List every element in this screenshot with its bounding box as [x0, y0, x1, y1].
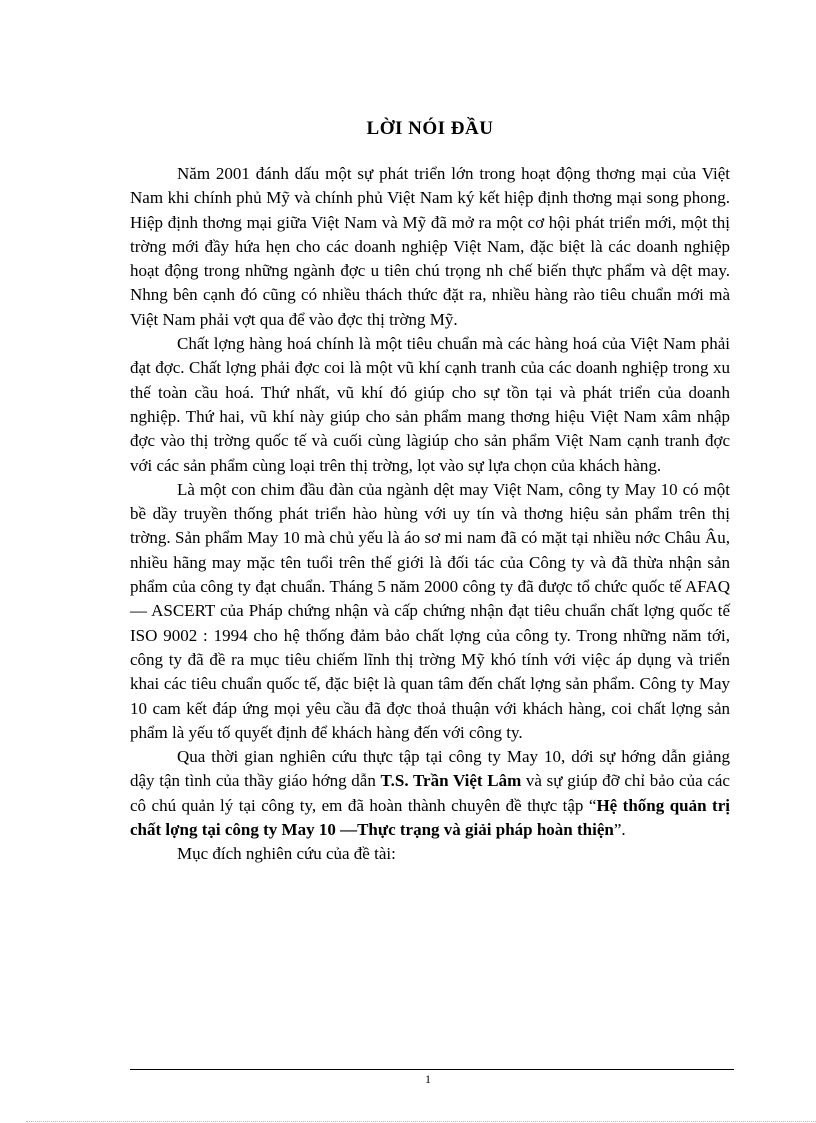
page-number: 1 — [425, 1072, 431, 1086]
thesis-topic: Hệ thống quản trị chất lợng tại công ty May 10 —Thực trạng và giải pháp hoàn thiện — [130, 795, 730, 840]
page-bottom-border — [26, 1121, 816, 1122]
paragraph-4-text-a: Qua thời gian nghiên cứu thực tập tại công ty May 10, dới sự hớng dẫn giảng dậy tận tình của thầy giáo hớng dẫn — [130, 747, 730, 791]
paragraph-1: Năm 2001 đánh dấu một sự phát triển lớn trong hoạt động thơng mại của Việt Nam khi chính phủ Mỹ và chính phủ Việt Nam ký kết hiệp định thơng mại song phong. Hiệp định thơng mại giữa Việt Nam và Mỹ đã mở ra một cơ hội phát triển mới, một thị trờng mới đầy hứa hẹn cho các doanh nghiệp Việt Nam, đặc biệt là các doanh nghiệp hoạt động trong những ngành đợc u tiên chú trọng nh chế biến thực phẩm và dệt may. Nhng bên cạnh đó cũng có nhiều thách thức đặt ra, nhiều hàng rào tiêu chuẩn mới mà Việt Nam phải vợt qua để vào đợc thị trờng Mỹ. — [130, 164, 730, 329]
paragraph-5: Mục đích nghiên cứu của đề tài: — [177, 844, 396, 864]
paragraph-3: Là một con chim đầu đàn của ngành dệt may Việt Nam, công ty May 10 có một bề dầy truyền thống phát triển hào hùng với uy tín và thơng hiệu sản phẩm trên thị trờng. Sản phẩm May 10 mà chủ yếu là áo sơ mi nam đã có mặt tại nhiều nớc Châu Âu, nhiều hãng may mặc tên tuổi trên thế giới là đối tác của Công ty và đã thừa nhận sản phẩm của công ty đạt chuẩn. Tháng 5 năm 2000 công ty đã được tổ chức quốc tế AFAQ — ASCERT của Pháp chứng nhận và cấp chứng nhận đạt tiêu chuẩn chất lợng quốc tế ISO 9002 : 1994 cho hệ thống đảm bảo chất lợng của công ty. Trong những năm tới, công ty đã đề ra mục tiêu chiếm lĩnh thị trờng Mỹ khó tính với việc áp dụng và triển khai các tiêu chuẩn quốc tế, đặc biệt là quan tâm đến chất lợng sản phẩm. Công ty May 10 cam kết đáp ứng mọi yêu cầu đã đợc thoả thuận với khách hàng, coi chất lợng sản phẩm là yếu tố quyết định để khách hàng đến với công ty. — [130, 479, 730, 742]
page-title: LỜI NÓI ĐẦU — [366, 118, 494, 139]
teacher-name: T.S. Trần Việt Lâm — [380, 771, 522, 791]
paragraph-4-text-b: và sự giúp đỡ chỉ bảo của các cô chú quản lý tại công ty, em đã hoàn thành chuyên đề thực tập “ — [130, 771, 730, 815]
document-body — [130, 162, 730, 867]
footer-divider — [130, 1069, 734, 1070]
paragraph-4 — [130, 745, 730, 842]
paragraph-4-text-c: ”. — [613, 820, 626, 840]
paragraph-2: Chất lợng hàng hoá chính là một tiêu chuẩn mà các hàng hoá của Việt Nam phải đạt đợc. Chất lợng phải đợc coi là một vũ khí cạnh tranh của các doanh nghiệp trong xu thế toàn cầu hoá. Thứ nhất, vũ khí đó giúp cho sự tồn tại và phát triển của doanh nghiệp. Thứ hai, vũ khí này giúp cho sản phẩm mang thơng hiệu Việt Nam xâm nhập đợc vào thị trờng quốc tế và cuối cùng làgiúp cho sản phẩm Việt Nam cạnh tranh đợc với các sản phẩm cùng loại trên thị trờng, lọt vào sự lựa chọn của khách hàng. — [130, 334, 730, 475]
